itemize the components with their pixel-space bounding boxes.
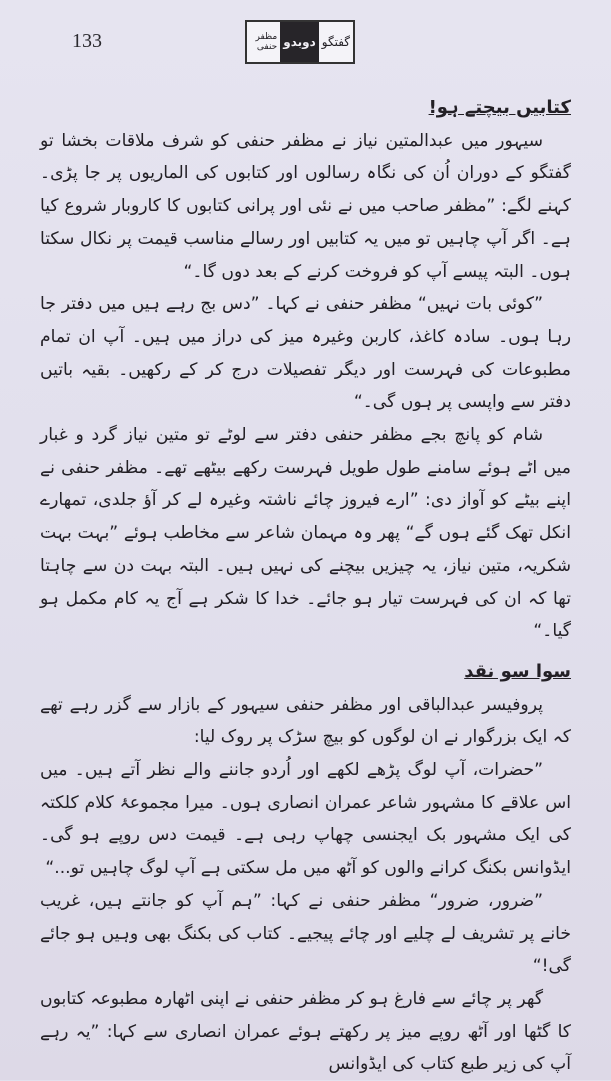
- page-body: [40, 92, 571, 1081]
- section-heading: سوا سو نقد: [464, 660, 571, 682]
- section-2: [40, 656, 571, 1081]
- paragraph: ”ضرور، ضرور“ مظفر حنفی نے کہا: ”ہم آپ کو جانتے ہیں، غریب خانے پر تشریف لے چلیے اور چائے پیجیے۔ کتاب کی بکنگ بھی وہیں ہو جائے گی!“: [40, 890, 571, 977]
- header-series-part1: گفتگو: [321, 35, 350, 49]
- paragraph: سیہور میں عبدالمتین نیاز نے مظفر حنفی کو شرف ملاقات بخشا تو گفتگو کے دوران اُن کی نگاہ رسالوں اور کتابوں کی الماریوں پر جا پڑی۔ کہنے لگے: ”مظفر صاحب میں نے نئی اور پرانی کتابوں کا کاروبار شروع کیا ہے۔ اگر آپ چاہیں تو میں یہ کتابیں اور رسالے مناسب قیمت پر نکال سکتا ہوں۔ البتہ پیسے آپ کو فروخت کرنے کے بعد دوں گا۔“: [40, 130, 571, 282]
- header-author: مظفر حنفی: [255, 32, 278, 52]
- running-header: [245, 20, 355, 64]
- section-heading: کتابیں بیچتے ہو!: [428, 97, 571, 118]
- page-number: 133: [72, 30, 102, 52]
- paragraph: گھر پر چائے سے فارغ ہو کر مظفر حنفی نے اپنی اٹھارہ مطبوعہ کتابوں کا گٹھا اور آٹھ روپے میز پر رکھتے ہوئے عمران انصاری سے کہا: ”یہ رہے آپ کی زیر طبع کتاب کی ایڈوانس: [40, 988, 571, 1075]
- paragraph: شام کو پانچ بجے مظفر حنفی دفتر سے لوٹے تو متین نیاز گرد و غبار میں اٹے ہوئے سامنے طول طویل فہرست رکھے بیٹھے تھے۔ مظفر حنفی نے اپنے بیٹے کو آواز دی: ”ارے فیروز چائے ناشتہ وغیرہ لے کر آؤ جلدی، تمھارے انکل تھک گئے ہوں گے“ پھر وہ مہمان شاعر سے مخاطب ہوئے ”بہت بہت شکریہ، متین نیاز، یہ چیزیں بیچنے کی نہیں ہیں۔ البتہ بہت دن سے چاہتا تھا کہ ان کی فہرست تیار ہو جائے۔ خدا کا شکر ہے آج یہ کام مکمل ہو گیا۔“: [40, 425, 571, 642]
- header-series-part2: دوبدو: [280, 22, 319, 62]
- paragraph: پروفیسر عبدالباقی اور مظفر حنفی سیہور کے بازار سے گزر رہے تھے کہ ایک بزرگوار نے ان لوگوں کو بیچ سڑک پر روک لیا:: [40, 694, 571, 748]
- paragraph: ”کوئی بات نہیں“ مظفر حنفی نے کہا۔ ”دس بج رہے ہیں میں دفتر جا رہا ہوں۔ سادہ کاغذ، کاربن وغیرہ میز کی دراز میں ہیں۔ آپ ان تمام مطبوعات کی فہرست اور دیگر تفصیلات درج کر کے رکھیں۔ بقیہ باتیں دفتر سے واپسی پر ہوں گی۔“: [40, 294, 571, 413]
- section-1: [40, 92, 571, 648]
- paragraph: ”حضرات، آپ لوگ پڑھے لکھے اور اُردو جاننے والے نظر آتے ہیں۔ میں اس علاقے کا مشہور شاعر عمران انصاری ہوں۔ میرا مجموعۂ کلام کلکتہ کی ایک مشہور بک ایجنسی چھاپ رہی ہے۔ قیمت دس روپے ہو گی۔ ایڈوانس بکنگ کرانے والوں کو آٹھ میں مل سکتی ہے آپ لوگ چاہیں تو...“: [40, 760, 571, 879]
